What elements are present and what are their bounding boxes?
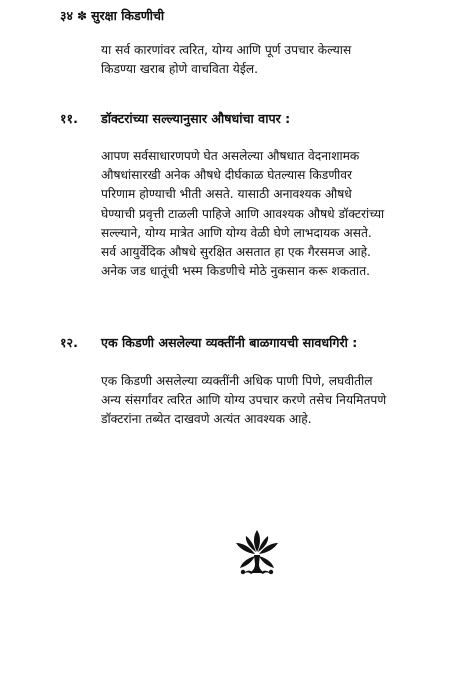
star-icon: ✽ <box>77 8 88 23</box>
page-header <box>60 7 164 24</box>
section-number: ११. <box>60 111 78 126</box>
section-11-heading <box>60 110 460 127</box>
paragraph-line: घेण्याची प्रवृत्ती टाळली पाहिजे आणि आवश्यक औषधे डॉक्टरांच्या <box>101 206 385 221</box>
paragraph-line: औषधांसारखी अनेक औषधे दीर्घकाळ घेतल्यास किडणीवर <box>101 168 353 183</box>
section-title: एक किडणी असलेल्या व्यक्तींनी बाळगायची सावधगिरी : <box>101 335 358 350</box>
paragraph-line: एक किडणी असलेल्या व्यक्तींनी अधिक पाणी पिणे, लघवीतील <box>101 374 373 388</box>
paragraph-line: किडण्या खराब होणे वाचविता येईल. <box>101 62 258 77</box>
paragraph-line: डॉक्टरांना तब्येत दाखवणे अत्यंत आवश्यक आहे. <box>101 412 312 427</box>
running-title: सुरक्षा किडणीची <box>91 8 165 23</box>
paragraph-line: सर्व आयुर्वेदिक औषधे सुरक्षित असतात हा एक गैरसमज आहे. <box>101 245 371 260</box>
floral-ornament-icon <box>232 528 282 578</box>
section-title: डॉक्टरांच्या सल्ल्यानुसार औषधांचा वापर : <box>101 111 291 126</box>
section-12-paragraph <box>101 372 452 430</box>
intro-paragraph <box>101 41 452 79</box>
page-number: ३४ <box>60 8 74 23</box>
paragraph-line: सल्ल्याने, योग्य मात्रेत आणि योग्य वेळी घेणे लाभदायक असते. <box>101 225 372 240</box>
paragraph-line: परिणाम होण्याची भीती असते. यासाठी अनावश्यक औषधे <box>101 187 352 202</box>
paragraph-line: अन्य संसर्गांवर त्वरित आणि योग्य उपचार करणे तसेच नियमितपणे <box>101 393 387 408</box>
section-number: १२. <box>60 335 78 350</box>
paragraph-line: आपण सर्वसाधारणपणे घेत असलेल्या औषधात वेदनाशामक <box>101 149 360 163</box>
section-11-paragraph <box>101 147 452 281</box>
section-12-heading <box>60 334 460 351</box>
paragraph-line: या सर्व कारणांवर त्वरित, योग्य आणि पूर्ण उपचार केल्यास <box>101 43 352 57</box>
paragraph-line: अनेक जड धातूंची भस्म किडणीचे मोठे नुकसान करू शकतात. <box>101 264 371 279</box>
